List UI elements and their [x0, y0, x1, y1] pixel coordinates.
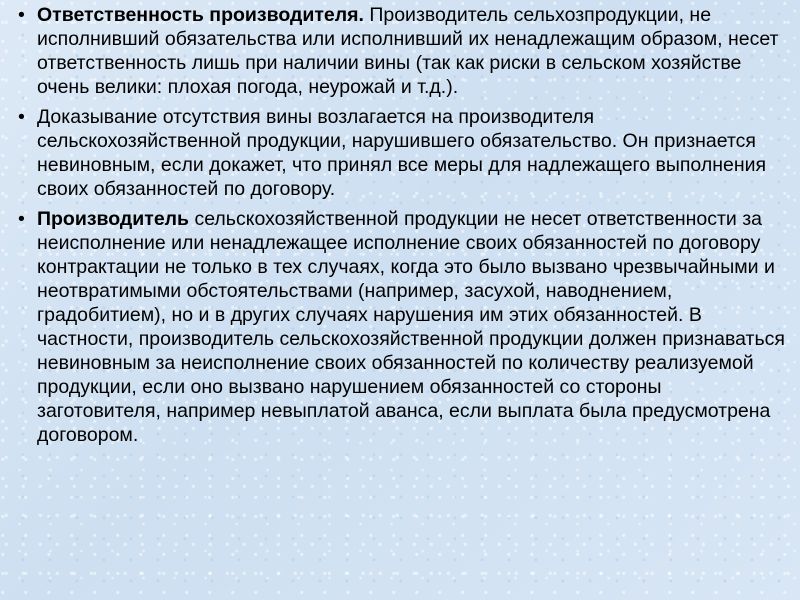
bullet-text [37, 105, 788, 201]
bullet-text [37, 3, 788, 99]
bullet-text [37, 207, 788, 447]
bullet-lead: Ответственность производителя. [37, 4, 364, 26]
bullet-item-burden-of-proof [18, 105, 788, 201]
bullet-lead: Производитель [37, 208, 190, 230]
bullet-icon: • [18, 4, 25, 26]
bullet-body: Доказывание отсутствия вины возлагается на производителя сельскохозяйственной продукции, нарушившего обязательство. Он признается невиновным, если докажет, что принял все меры для надлежащего выполнения своих обязанностей по договору. [37, 106, 767, 200]
bullet-icon: • [18, 208, 25, 230]
bullet-list [18, 3, 788, 447]
bullet-body: сельскохозяйственной продукции не несет ответственности за неисполнение или ненадлежащее исполнение своих обязанностей по договору контрактации не только в тех случаях, когда это было вызвано чрезвычайными и неотвратимыми обстоятельствами (например, засухой, наводнением, градобитием), но и в других случаях нарушения им этих обязанностей. В частности, производитель сельскохозяйственной продукции должен признаваться невиновным за неисполнение своих обязанностей по количеству реализуемой продукции, если оно вызвано нарушением обязанностей со стороны заготовителя, например невыплатой аванса, если выплата была предусмотрена договором. [37, 208, 785, 446]
bullet-icon: • [18, 106, 25, 128]
bullet-item-exemption [18, 207, 788, 447]
bullet-item-producer-liability [18, 3, 788, 99]
bullet-body: Производитель сельхозпродукции, не исполнивший обязательства или исполнивший их ненадлежащим образом, несет ответственность лишь при наличии вины (так как риски в сельском хозяйстве очень велики: плохая погода, неурожай и т.д.). [37, 4, 779, 98]
